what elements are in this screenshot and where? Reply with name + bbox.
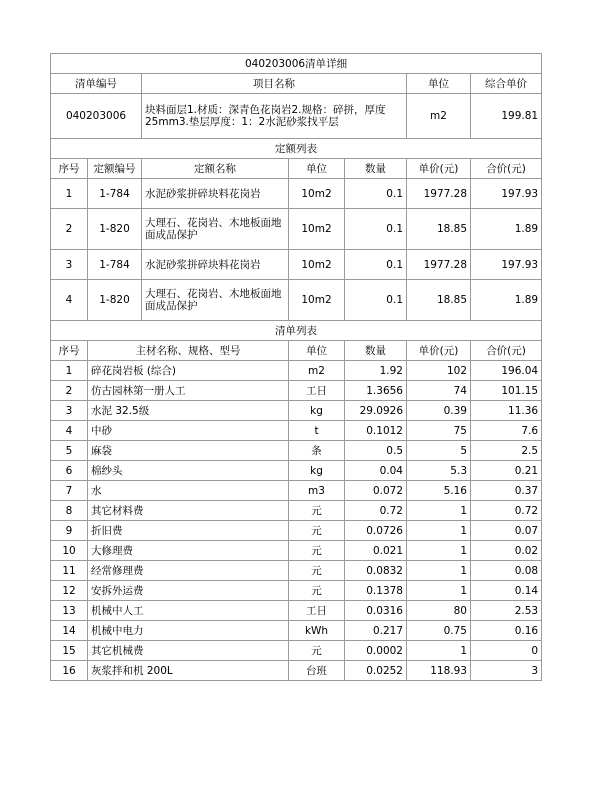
material-row [51,441,542,461]
item-row [51,94,542,139]
quota-qty: 0.1 [345,209,407,250]
sheet-title: 040203006清单详细 [51,54,542,74]
quota-price: 18.85 [407,209,471,250]
material-col-total: 合价(元) [471,341,542,361]
material-qty: 0.1378 [345,581,407,601]
price-header: 综合单价 [471,74,542,94]
material-row [51,381,542,401]
material-unit: m3 [289,481,345,501]
material-qty: 0.5 [345,441,407,461]
material-name: 麻袋 [88,441,289,461]
quota-price: 1977.28 [407,250,471,280]
name-header: 项目名称 [142,74,407,94]
material-qty: 0.72 [345,501,407,521]
material-total: 3 [471,661,542,681]
material-no: 2 [51,381,88,401]
quota-no: 2 [51,209,88,250]
quota-section-title: 定额列表 [51,139,542,159]
quota-unit: 10m2 [289,280,345,321]
quota-no: 1 [51,179,88,209]
quota-code: 1-784 [88,250,142,280]
material-unit: 台班 [289,661,345,681]
material-total: 196.04 [471,361,542,381]
quota-row [51,250,542,280]
material-price: 0.39 [407,401,471,421]
quota-col-qty: 数量 [345,159,407,179]
material-price: 1 [407,561,471,581]
material-name: 经常修理费 [88,561,289,581]
material-no: 12 [51,581,88,601]
quota-row [51,179,542,209]
material-total: 0 [471,641,542,661]
material-price: 1 [407,521,471,541]
material-qty: 29.0926 [345,401,407,421]
material-col-no: 序号 [51,341,88,361]
quota-col-code: 定额编号 [88,159,142,179]
material-qty: 0.072 [345,481,407,501]
material-col-price: 单价(元) [407,341,471,361]
quota-row [51,280,542,321]
material-price: 102 [407,361,471,381]
quota-name: 水泥砂浆拼碎块料花岗岩 [142,179,289,209]
material-total: 0.72 [471,501,542,521]
material-price: 0.75 [407,621,471,641]
code-header: 清单编号 [51,74,142,94]
quota-name: 大理石、花岗岩、木地板面地面成品保护 [142,280,289,321]
material-qty: 1.3656 [345,381,407,401]
material-name: 机械中人工 [88,601,289,621]
quota-price: 1977.28 [407,179,471,209]
material-no: 1 [51,361,88,381]
material-unit: kg [289,461,345,481]
material-price: 75 [407,421,471,441]
quota-code: 1-820 [88,209,142,250]
material-row [51,541,542,561]
material-row [51,641,542,661]
material-price: 5.3 [407,461,471,481]
material-qty: 0.0726 [345,521,407,541]
material-unit: 元 [289,501,345,521]
quota-total: 1.89 [471,209,542,250]
material-row [51,501,542,521]
material-total: 0.08 [471,561,542,581]
material-qty: 0.0252 [345,661,407,681]
material-total: 0.02 [471,541,542,561]
quota-code: 1-820 [88,280,142,321]
material-total: 0.37 [471,481,542,501]
material-name: 折旧费 [88,521,289,541]
material-qty: 0.04 [345,461,407,481]
material-total: 0.07 [471,521,542,541]
material-total: 7.6 [471,421,542,441]
material-qty: 0.0832 [345,561,407,581]
material-no: 7 [51,481,88,501]
unit-header: 单位 [407,74,471,94]
material-price: 1 [407,641,471,661]
material-no: 6 [51,461,88,481]
material-no: 16 [51,661,88,681]
quota-row [51,209,542,250]
material-price: 1 [407,501,471,521]
material-row [51,481,542,501]
material-total: 0.16 [471,621,542,641]
quota-name: 大理石、花岗岩、木地板面地面成品保护 [142,209,289,250]
material-qty: 0.217 [345,621,407,641]
quota-total: 197.93 [471,179,542,209]
material-no: 9 [51,521,88,541]
material-row [51,661,542,681]
quota-col-no: 序号 [51,159,88,179]
material-qty: 0.0002 [345,641,407,661]
material-qty: 0.0316 [345,601,407,621]
material-name: 机械中电力 [88,621,289,641]
quota-col-unit: 单位 [289,159,345,179]
material-price: 1 [407,581,471,601]
material-no: 10 [51,541,88,561]
material-row [51,361,542,381]
material-no: 15 [51,641,88,661]
material-name: 灰浆拌和机 200L [88,661,289,681]
material-row [51,521,542,541]
item-header-row [51,74,542,94]
material-total: 2.5 [471,441,542,461]
quota-code: 1-784 [88,179,142,209]
material-no: 13 [51,601,88,621]
material-col-qty: 数量 [345,341,407,361]
material-unit: 元 [289,561,345,581]
quota-no: 3 [51,250,88,280]
quota-qty: 0.1 [345,250,407,280]
item-code: 040203006 [51,94,142,139]
material-qty: 0.1012 [345,421,407,441]
material-unit: 元 [289,641,345,661]
material-total: 11.36 [471,401,542,421]
material-price: 5 [407,441,471,461]
material-unit: m2 [289,361,345,381]
material-unit: t [289,421,345,441]
material-no: 5 [51,441,88,461]
quota-price: 18.85 [407,280,471,321]
material-price: 80 [407,601,471,621]
quota-unit: 10m2 [289,250,345,280]
material-no: 8 [51,501,88,521]
bill-detail-table [50,53,542,681]
material-price: 118.93 [407,661,471,681]
material-unit: 工日 [289,601,345,621]
material-total: 0.21 [471,461,542,481]
quota-total: 197.93 [471,250,542,280]
material-total: 101.15 [471,381,542,401]
material-header-row [51,341,542,361]
material-unit: 元 [289,581,345,601]
material-name: 碎花岗岩板 (综合) [88,361,289,381]
material-name: 安拆外运费 [88,581,289,601]
material-section-title-row [51,321,542,341]
material-name: 水泥 32.5级 [88,401,289,421]
quota-name: 水泥砂浆拼碎块料花岗岩 [142,250,289,280]
material-row [51,421,542,441]
material-name: 棉纱头 [88,461,289,481]
material-unit: kWh [289,621,345,641]
quota-qty: 0.1 [345,179,407,209]
material-no: 3 [51,401,88,421]
material-name: 其它材料费 [88,501,289,521]
material-unit: 元 [289,541,345,561]
material-qty: 0.021 [345,541,407,561]
item-unit: m2 [407,94,471,139]
material-total: 2.53 [471,601,542,621]
quota-col-name: 定额名称 [142,159,289,179]
item-price: 199.81 [471,94,542,139]
material-price: 5.16 [407,481,471,501]
material-row [51,601,542,621]
material-name: 仿古园林第一册人工 [88,381,289,401]
material-section-title: 清单列表 [51,321,542,341]
material-price: 74 [407,381,471,401]
quota-section-title-row [51,139,542,159]
material-name: 大修理费 [88,541,289,561]
item-name: 块料面层1.材质：深青色花岗岩2.规格：碎拼，厚度25mm3.垫层厚度：1：2水泥砂浆找平层 [142,94,407,139]
material-row [51,621,542,641]
material-unit: kg [289,401,345,421]
material-unit: 元 [289,521,345,541]
material-col-unit: 单位 [289,341,345,361]
material-name: 水 [88,481,289,501]
material-col-name: 主材名称、规格、型号 [88,341,289,361]
quota-total: 1.89 [471,280,542,321]
material-row [51,401,542,421]
quota-col-total: 合价(元) [471,159,542,179]
material-total: 0.14 [471,581,542,601]
material-unit: 条 [289,441,345,461]
quota-unit: 10m2 [289,209,345,250]
material-name: 中砂 [88,421,289,441]
material-no: 14 [51,621,88,641]
material-name: 其它机械费 [88,641,289,661]
material-row [51,461,542,481]
material-unit: 工日 [289,381,345,401]
quota-col-price: 单价(元) [407,159,471,179]
material-no: 4 [51,421,88,441]
material-row [51,561,542,581]
quota-qty: 0.1 [345,280,407,321]
title-row [51,54,542,74]
quota-unit: 10m2 [289,179,345,209]
material-price: 1 [407,541,471,561]
quota-no: 4 [51,280,88,321]
material-qty: 1.92 [345,361,407,381]
material-row [51,581,542,601]
material-no: 11 [51,561,88,581]
quota-header-row [51,159,542,179]
